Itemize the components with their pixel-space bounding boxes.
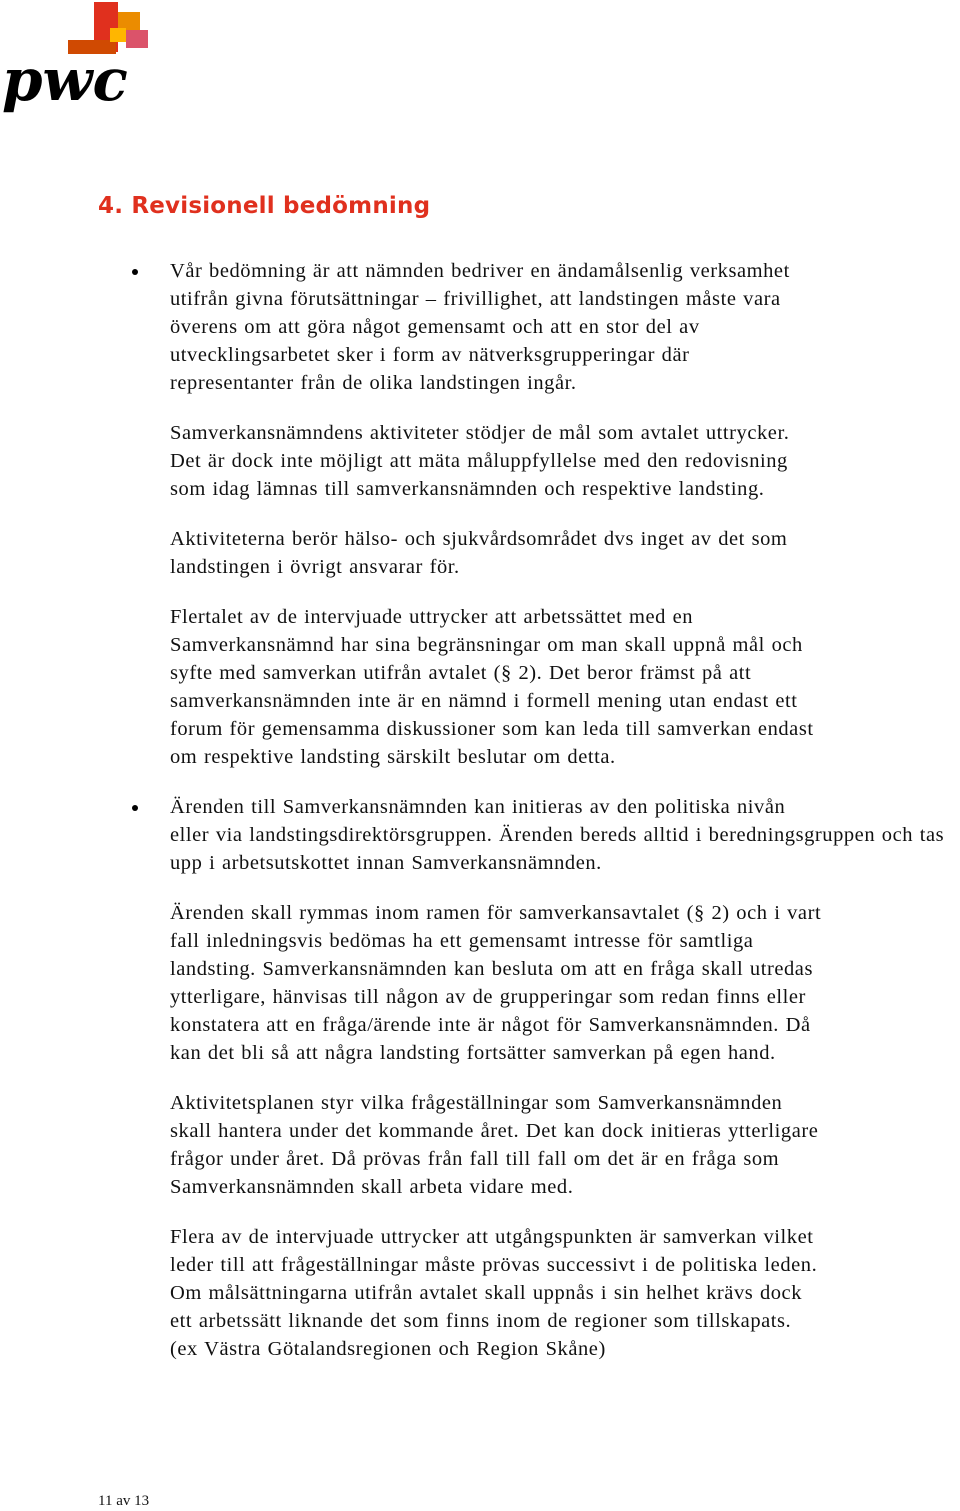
paragraph-scope: Aktiviteterna berör hälso- och sjukvårdsområdet dvs inget av det som landstingen i övrigt ansvarar för. xyxy=(170,528,788,578)
logo-block-yellow xyxy=(110,28,126,42)
bullet-list xyxy=(170,257,960,1385)
bullet-item-assessment xyxy=(170,257,960,771)
paragraph-assessment: Vår bedömning är att nämnden bedriver en ändamålsenlig verksamhet utifrån givna förutsättningar – frivillighet, att landstingen måste vara överens om att göra något gemensamt och att en stor del av utvecklingsarbetet sker i form av nätverksgrupperingar där representanter från de olika landstingen ingår. xyxy=(170,260,790,394)
page-number: 11 av 13 xyxy=(98,1493,150,1509)
logo-block-pink xyxy=(126,30,148,48)
paragraph-framework: Ärenden skall rymmas inom ramen för samverkansavtalet (§ 2) och i vart fall inledningsvis bedömas ha ett gemensamt intresse för samtliga landsting. Samverkansnämnden kan besluta om att en fråga skall utredas ytterligare, hänvisas till någon av de grupperingar som redan finns eller konstatera att en fråga/ärende inte är något för Samverkansnämnden. Då kan det bli så att några landsting fortsätter samverkan på egen hand. xyxy=(170,902,822,1064)
logo-wordmark: pwc xyxy=(2,46,128,114)
pwc-logo xyxy=(0,0,160,120)
paragraph-activities: Samverkansnämndens aktiviteter stödjer de mål som avtalet uttrycker. Det är dock inte möjligt att mäta måluppfyllelse med den redovisning som idag lämnas till samverkansnämnden och respektive landsting. xyxy=(170,422,790,500)
paragraph-initiation: Ärenden till Samverkansnämnden kan initieras av den politiska nivån eller via landstingsdirektörsgruppen. Ärenden bereds alltid i beredningsgruppen och tas upp i arbetsutskottet innan Samverkansnämnden. xyxy=(170,796,945,874)
section-heading: 4. Revisionell bedömning xyxy=(98,193,431,219)
paragraph-activity-plan: Aktivitetsplanen styr vilka frågeställningar som Samverkansnämnden skall hantera under det kommande året. Det kan dock initieras ytterligare frågor under året. Då prövas från fall till fall om det är en fråga som Samverkansnämnden skall arbeta vidare med. xyxy=(170,1092,819,1198)
bullet-item-matters xyxy=(170,793,960,1363)
pwc-logo-graphic xyxy=(0,0,160,120)
paragraph-limitations: Flertalet av de intervjuade uttrycker att arbetssättet med en Samverkansnämnd har sina begränsningar om man skall uppnå mål och syfte med samverkan utifrån avtalet (§ 2). Det beror främst på att samverkansnämnden inte är en nämnd i formell mening utan endast ett forum för gemensamma diskussioner som kan leda till samverkan endast om respektive landsting särskilt beslutar om detta. xyxy=(170,606,814,768)
paragraph-starting-point: Flera av de intervjuade uttrycker att utgångspunkten är samverkan vilket leder till att frågeställningar måste prövas successivt i de politiska leden. Om målsättningarna utifrån avtalet skall uppnås i sin helhet krävs dock ett arbetssätt liknande det som finns inom de regioner som tillskapats. (ex Västra Götalandsregionen och Region Skåne) xyxy=(170,1226,818,1360)
